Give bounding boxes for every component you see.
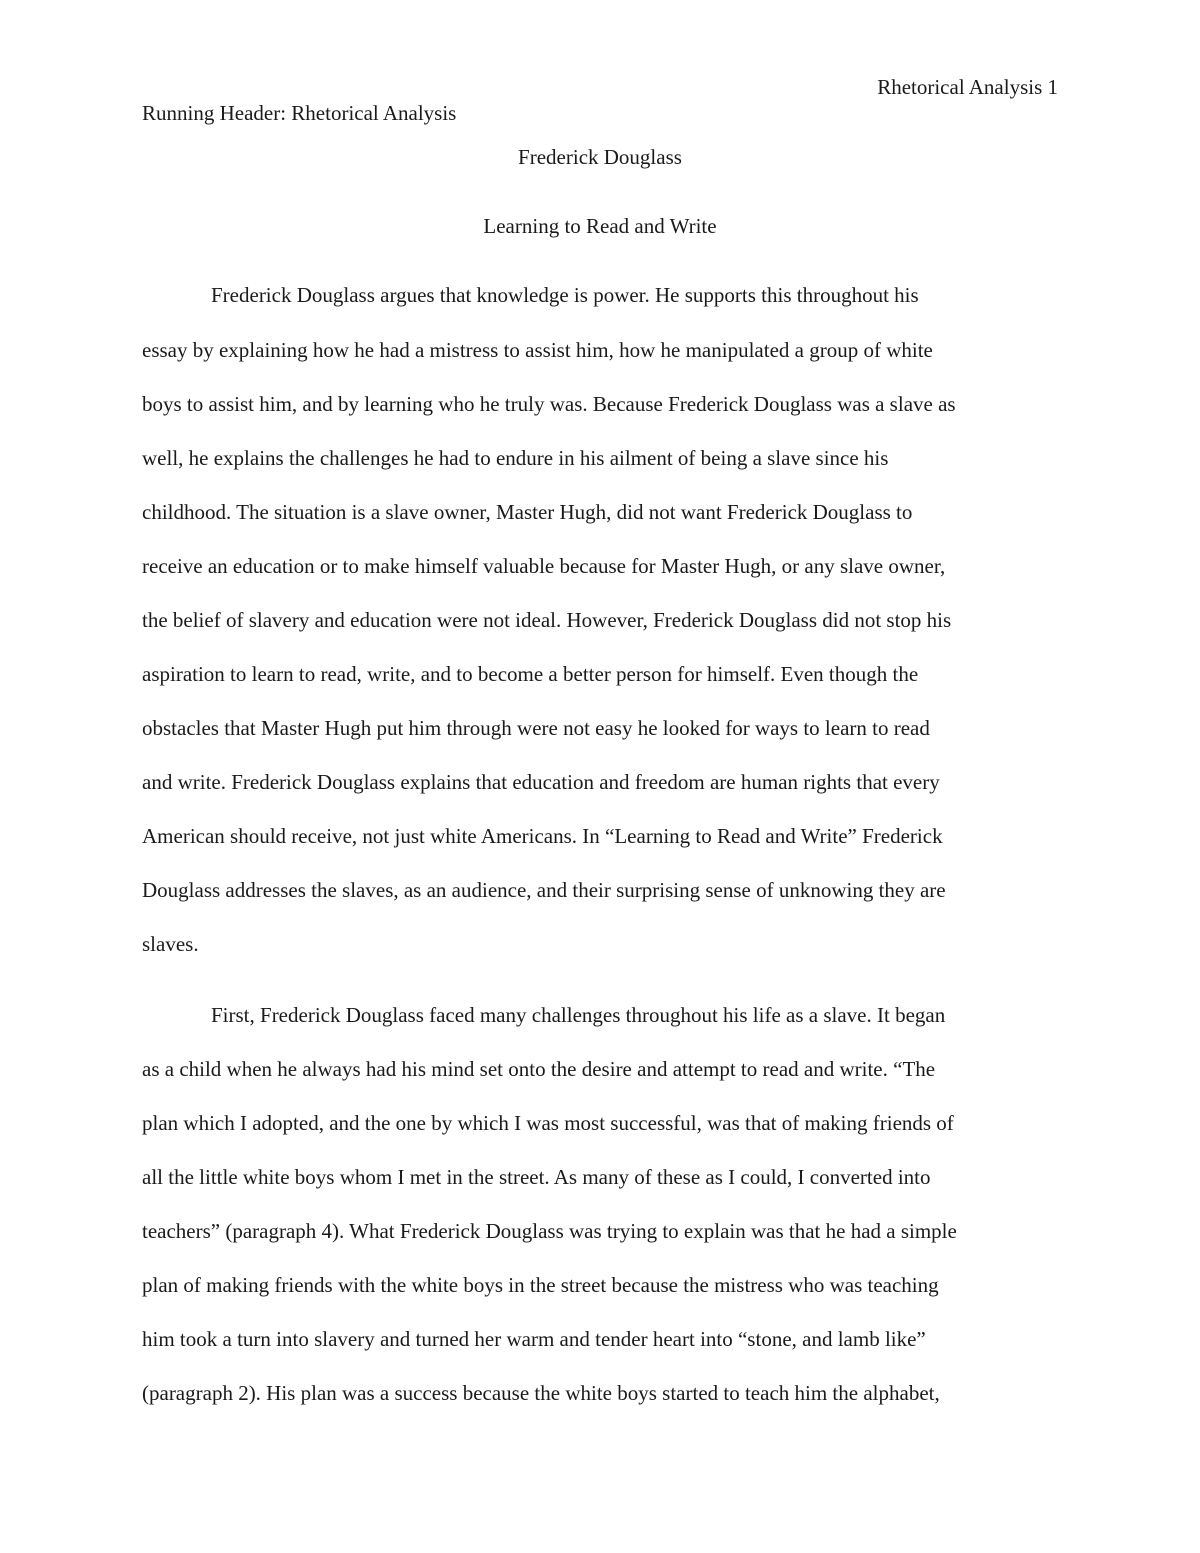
essay-title: Learning to Read and Write [483, 214, 717, 238]
paragraph-1-line: well, he explains the challenges he had to endure in his ailment of being a slave since his [142, 446, 889, 470]
paragraph-1-line: the belief of slavery and education were not ideal. However, Frederick Douglass did not stop his [142, 608, 952, 632]
paragraph-1-line: obstacles that Master Hugh put him through were not easy he looked for ways to learn to read [142, 716, 930, 740]
paragraph-2-line: (paragraph 2). His plan was a success because the white boys started to teach him the alphabet, [142, 1381, 940, 1405]
paragraph-2-line: plan which I adopted, and the one by which I was most successful, was that of making friends of [142, 1111, 954, 1135]
paragraph-2-line: all the little white boys whom I met in the street. As many of these as I could, I converted into [142, 1165, 931, 1189]
paragraph-1-line: childhood. The situation is a slave owner, Master Hugh, did not want Frederick Douglass to [142, 500, 913, 524]
paragraph-1-line: American should receive, not just white Americans. In “Learning to Read and Write” Frederick [142, 824, 943, 848]
paragraph-2-line: him took a turn into slavery and turned her warm and tender heart into “stone, and lamb like” [142, 1327, 926, 1351]
paragraph-1-line: boys to assist him, and by learning who he truly was. Because Frederick Douglass was a slave as [142, 392, 956, 416]
paragraph-1-line: and write. Frederick Douglass explains that education and freedom are human rights that every [142, 770, 940, 794]
running-header: Running Header: Rhetorical Analysis [142, 101, 457, 125]
paragraph-2-line: teachers” (paragraph 4). What Frederick Douglass was trying to explain was that he had a simple [142, 1219, 957, 1243]
paragraph-1-line: receive an education or to make himself valuable because for Master Hugh, or any slave owner, [142, 554, 946, 578]
author-title: Frederick Douglass [518, 145, 682, 169]
paragraph-1-line: Douglass addresses the slaves, as an audience, and their surprising sense of unknowing they are [142, 878, 946, 902]
paragraph-1-line: essay by explaining how he had a mistress to assist him, how he manipulated a group of white [142, 338, 933, 362]
paragraph-1-line: aspiration to learn to read, write, and to become a better person for himself. Even though the [142, 662, 919, 686]
paragraph-2-line: First, Frederick Douglass faced many challenges throughout his life as a slave. It began [211, 1003, 946, 1027]
paragraph-2-line: as a child when he always had his mind set onto the desire and attempt to read and write. “The [142, 1057, 936, 1081]
paragraph-1-line: Frederick Douglass argues that knowledge is power. He supports this throughout his [211, 283, 919, 307]
paragraph-2-line: plan of making friends with the white boys in the street because the mistress who was teaching [142, 1273, 939, 1297]
page-header-label: Rhetorical Analysis 1 [877, 75, 1058, 99]
paragraph-1-line: slaves. [142, 932, 199, 956]
